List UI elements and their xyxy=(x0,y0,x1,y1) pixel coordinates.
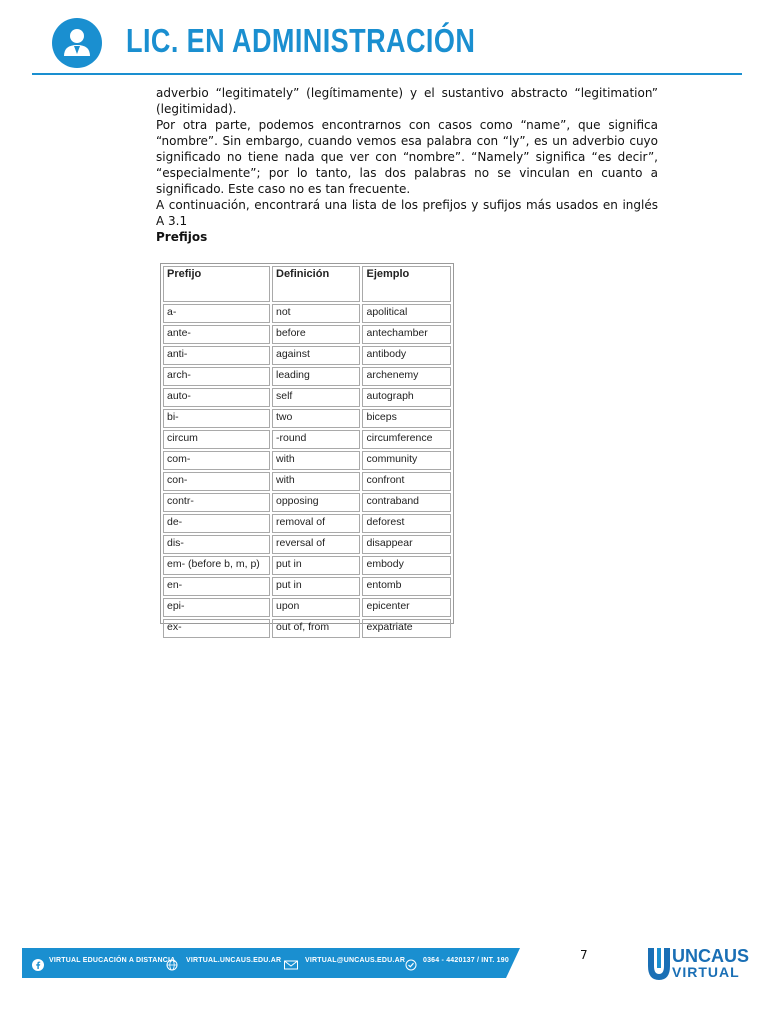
table-row xyxy=(163,514,451,533)
definition-cell: against xyxy=(272,346,360,365)
example-cell: entomb xyxy=(362,577,451,596)
example-cell: community xyxy=(362,451,451,470)
definition-cell: upon xyxy=(272,598,360,617)
prefix-table xyxy=(161,264,453,640)
header-divider xyxy=(32,73,742,75)
column-header: Ejemplo xyxy=(362,266,451,302)
document-body xyxy=(156,85,658,245)
example-cell: antibody xyxy=(362,346,451,365)
table-body xyxy=(163,304,451,638)
envelope-icon xyxy=(284,956,298,968)
body-paragraph: Por otra parte, podemos encontrarnos con casos como “name”, que significa “nombre”. Sin embargo, cuando vemos esa palabra con “ly”, es un adverbio cuyo significado no tiene nada que ver con “nombre”. “Namely” significa “es decir”, “especialmente”; por lo tanto, las dos palabras no se vinculan en cuanto a significado. Este caso no es tan frecuente. xyxy=(156,118,658,196)
table-header-row xyxy=(163,266,451,302)
definition-cell: with xyxy=(272,451,360,470)
prefix-table-image xyxy=(160,263,454,633)
prefix-cell: bi- xyxy=(163,409,270,428)
prefix-cell: ante- xyxy=(163,325,270,344)
prefix-cell: con- xyxy=(163,472,270,491)
table-row xyxy=(163,472,451,491)
definition-cell: two xyxy=(272,409,360,428)
prefix-cell: a- xyxy=(163,304,270,323)
page-header xyxy=(0,0,768,80)
definition-cell: -round xyxy=(272,430,360,449)
page-number: 7 xyxy=(580,948,588,962)
column-header: Definición xyxy=(272,266,360,302)
table-row xyxy=(163,430,451,449)
prefix-cell: com- xyxy=(163,451,270,470)
table-row xyxy=(163,346,451,365)
definition-cell: with xyxy=(272,472,360,491)
table-row xyxy=(163,409,451,428)
table-row xyxy=(163,577,451,596)
example-cell: embody xyxy=(362,556,451,575)
globe-icon xyxy=(166,956,178,968)
definition-cell: not xyxy=(272,304,360,323)
table-row xyxy=(163,304,451,323)
prefix-cell: em- (before b, m, p) xyxy=(163,556,270,575)
example-cell: contraband xyxy=(362,493,451,512)
prefix-cell: de- xyxy=(163,514,270,533)
definition-cell: before xyxy=(272,325,360,344)
prefix-cell: contr- xyxy=(163,493,270,512)
footer-email-label: VIRTUAL@UNCAUS.EDU.AR xyxy=(305,957,406,964)
definition-cell: removal of xyxy=(272,514,360,533)
footer-website-label: VIRTUAL.UNCAUS.EDU.AR xyxy=(186,957,282,964)
page-title: LIC. EN ADMINISTRACIÓN xyxy=(126,22,476,59)
table-row xyxy=(163,388,451,407)
definition-cell: put in xyxy=(272,556,360,575)
definition-cell: leading xyxy=(272,367,360,386)
prefix-cell: circum xyxy=(163,430,270,449)
table-row xyxy=(163,367,451,386)
body-paragraph: A continuación, encontrará una lista de los prefijos y sufijos más usados en inglés A 3.1 xyxy=(156,198,658,228)
example-cell: epicenter xyxy=(362,598,451,617)
example-cell: circumference xyxy=(362,430,451,449)
example-cell: disappear xyxy=(362,535,451,554)
definition-cell: reversal of xyxy=(272,535,360,554)
facebook-icon xyxy=(32,956,44,968)
table-row xyxy=(163,556,451,575)
example-cell: expatriate xyxy=(362,619,451,638)
prefix-cell: ex- xyxy=(163,619,270,638)
prefix-cell: arch- xyxy=(163,367,270,386)
table-row xyxy=(163,619,451,638)
table-row xyxy=(163,598,451,617)
example-cell: deforest xyxy=(362,514,451,533)
table-row xyxy=(163,493,451,512)
definition-cell: opposing xyxy=(272,493,360,512)
body-paragraph: adverbio “legitimately” (legítimamente) y el sustantivo abstracto “legitimation” (legitimidad). xyxy=(156,86,658,116)
example-cell: archenemy xyxy=(362,367,451,386)
definition-cell: out of, from xyxy=(272,619,360,638)
prefix-cell: dis- xyxy=(163,535,270,554)
table-row xyxy=(163,325,451,344)
example-cell: autograph xyxy=(362,388,451,407)
example-cell: biceps xyxy=(362,409,451,428)
section-heading: Prefijos xyxy=(156,230,208,244)
footer-phone-label: 0364 - 4420137 / INT. 190 xyxy=(423,957,509,964)
column-header: Prefijo xyxy=(163,266,270,302)
prefix-cell: auto- xyxy=(163,388,270,407)
user-avatar-icon xyxy=(52,18,102,68)
definition-cell: self xyxy=(272,388,360,407)
whatsapp-icon xyxy=(405,956,417,968)
prefix-cell: en- xyxy=(163,577,270,596)
table-row xyxy=(163,535,451,554)
prefix-cell: epi- xyxy=(163,598,270,617)
example-cell: confront xyxy=(362,472,451,491)
table-row xyxy=(163,451,451,470)
brand-name: UNCAUS xyxy=(672,946,750,966)
definition-cell: put in xyxy=(272,577,360,596)
prefix-cell: anti- xyxy=(163,346,270,365)
brand-subtitle: VIRTUAL xyxy=(672,964,740,980)
example-cell: apolitical xyxy=(362,304,451,323)
example-cell: antechamber xyxy=(362,325,451,344)
footer-facebook-label: VIRTUAL EDUCACIÓN A DISTANCIA xyxy=(49,957,176,964)
